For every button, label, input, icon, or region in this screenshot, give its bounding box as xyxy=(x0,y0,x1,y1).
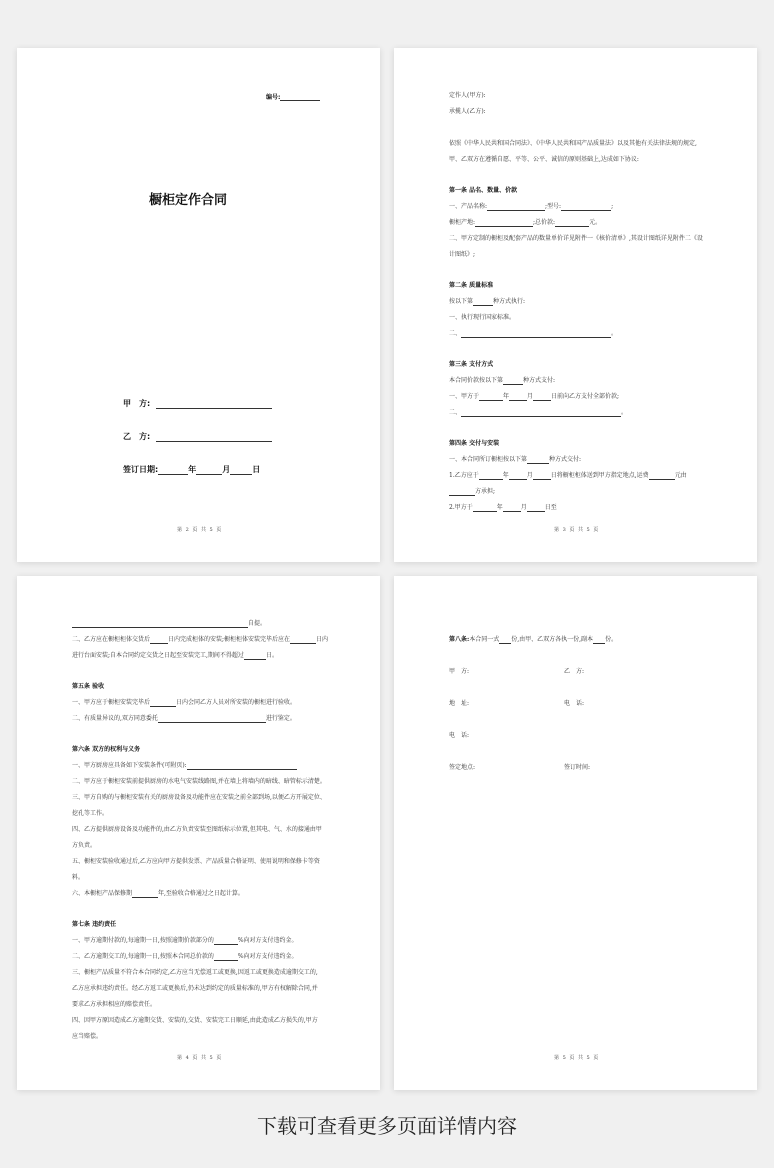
text: 年 xyxy=(502,472,509,479)
section-3-title: 第三条 支付方式 xyxy=(449,361,494,368)
text: 年 xyxy=(496,504,503,511)
rights-line-2: 二、甲方应于橱柜安装前提供厨房的水电气安装线路图,并在墙上将墙内的暗线、暗管标示清楚。 xyxy=(72,778,326,785)
text: 按以下第 xyxy=(449,298,474,305)
text: 二、乙方应在橱柜柜体交货后 xyxy=(72,636,151,643)
party-a-blank xyxy=(156,401,272,409)
blank xyxy=(244,652,266,660)
page-footer: 第 5 页 共 5 页 xyxy=(554,1055,600,1061)
liability-line-1 xyxy=(72,937,298,945)
blank xyxy=(509,472,527,480)
text: 日前向乙方支付全部价款; xyxy=(551,393,620,400)
contract-page-3 xyxy=(394,48,757,562)
blank xyxy=(158,715,266,723)
contractor-line: 承揽人(乙方): xyxy=(449,108,486,115)
text: 份,由甲、乙双方各执一份,副本 xyxy=(511,636,594,643)
blank xyxy=(503,377,523,385)
blank xyxy=(555,219,589,227)
acceptance-line-2 xyxy=(72,715,296,723)
section-2-title: 第二条 质量标准 xyxy=(449,282,494,289)
text: 进行台面安装;自本合同约定交货之日起至安装完工,期间不得超过 xyxy=(72,652,244,659)
attachment-line-2: 计图纸》; xyxy=(449,251,476,258)
text: 。 xyxy=(621,409,628,416)
text: 一、甲方应于橱柜安装完毕后 xyxy=(72,699,151,706)
blank xyxy=(527,456,549,464)
origin-line xyxy=(449,219,601,227)
rights-line-8: 料。 xyxy=(72,874,85,881)
blank xyxy=(187,762,297,770)
delivery-option-1-cont xyxy=(449,488,495,496)
rights-line-1 xyxy=(72,762,297,770)
year-label: 年 xyxy=(188,465,197,474)
text: 本合同一式 xyxy=(469,636,500,643)
text: 自提。 xyxy=(248,620,267,627)
sign-date-field xyxy=(123,464,260,475)
quality-method-line xyxy=(449,298,525,306)
text: 二、 xyxy=(449,409,462,416)
quality-option-1: 一、执行现行国家标准。 xyxy=(449,314,516,321)
product-name-line xyxy=(449,203,613,211)
attachment-line-1: 二、甲方定制的橱柜及配套产品的数量单价详见附件一《核价清单》,其设计图纸详见附件二《设 xyxy=(449,235,703,242)
text: 一、甲方厨房应具备如下安装条件(可附页): xyxy=(72,762,187,769)
year-blank xyxy=(158,467,188,475)
blank xyxy=(475,219,533,227)
delivery-option-2 xyxy=(449,504,557,512)
party-a-label: 甲 方: xyxy=(449,668,470,675)
payment-option-1 xyxy=(449,393,619,401)
text: 种方式执行: xyxy=(493,298,526,305)
liability-line-2 xyxy=(72,953,298,961)
install-line-2 xyxy=(72,652,278,660)
text: 日将橱柜柜体送到甲方指定地点,运费 xyxy=(550,472,649,479)
blank xyxy=(473,504,497,512)
day-blank xyxy=(230,467,252,475)
party-b-field xyxy=(123,431,272,442)
total-price-label: ;总价款: xyxy=(533,219,556,226)
section-1-title: 第一条 品名、数量、价款 xyxy=(449,187,518,194)
party-a-label: 甲 方: xyxy=(123,399,151,408)
section-6-title: 第六条 双方的权利与义务 xyxy=(72,746,141,753)
blank xyxy=(503,504,521,512)
client-line: 定作人(甲方): xyxy=(449,92,486,99)
intro-line-2: 甲、乙双方在遵循自愿、平等、公平、诚信的原则基础上,达成如下协议: xyxy=(449,156,639,163)
liability-line-7: 应当赔偿。 xyxy=(72,1033,103,1040)
page-footer: 第 3 页 共 5 页 xyxy=(554,527,600,533)
blank xyxy=(72,620,248,628)
delivery-method-line xyxy=(449,456,581,464)
text: 月 xyxy=(520,504,527,511)
phone-label-b: 电 话: xyxy=(564,700,585,707)
payment-option-2 xyxy=(449,409,627,417)
blank xyxy=(449,488,475,496)
sign-place-label: 签定地点: xyxy=(449,764,476,771)
self-pickup-line xyxy=(72,620,266,628)
acceptance-line-1 xyxy=(72,699,296,707)
text: 一、本合同所订橱柜按以下第 xyxy=(449,456,528,463)
section-4-title: 第四条 交付与安装 xyxy=(449,440,500,447)
day-label: 日 xyxy=(252,465,261,474)
blank xyxy=(214,937,238,945)
text: 种方式交付: xyxy=(549,456,582,463)
blank xyxy=(132,890,158,898)
blank xyxy=(479,393,503,401)
download-caption: 下载可查看更多页面详情内容 xyxy=(257,1114,517,1138)
text: 年,至验收合格通过之日起计算。 xyxy=(158,890,244,897)
party-b-blank xyxy=(156,434,272,442)
contract-page-4 xyxy=(17,576,380,1090)
blank xyxy=(649,472,675,480)
blank xyxy=(461,330,611,338)
text: 二、 xyxy=(449,330,462,337)
install-line-1 xyxy=(72,636,328,644)
blank xyxy=(214,953,238,961)
serial-number-blank xyxy=(280,93,320,101)
section-8-title: 第八条: xyxy=(449,636,470,643)
blank xyxy=(499,636,511,644)
yuan-label: 元。 xyxy=(589,219,602,226)
rights-line-6: 方负责。 xyxy=(72,842,97,849)
blank xyxy=(509,393,527,401)
text: 月 xyxy=(527,393,534,400)
serial-number-field xyxy=(266,92,320,101)
text: 份。 xyxy=(605,636,618,643)
liability-line-6: 四、因甲方原因造成乙方逾期交货、安装的,交货、安装完工日顺延,由此造成乙方损失的,甲方 xyxy=(72,1017,318,1024)
punct: ; xyxy=(611,203,614,210)
delivery-option-1 xyxy=(449,472,687,480)
liability-line-5: 要求乙方承担相应的赔偿责任。 xyxy=(72,1001,157,1008)
text: 日内会同乙方人员对所安装的橱柜进行验收。 xyxy=(176,699,297,706)
text: 1.乙方应于 xyxy=(449,472,479,479)
page-footer: 第 2 页 共 5 页 xyxy=(177,527,223,533)
blank xyxy=(150,636,168,644)
sign-time-label: 签订时间: xyxy=(564,764,591,771)
serial-number-label: 编号: xyxy=(266,94,281,101)
text: 一、甲方于 xyxy=(449,393,480,400)
warranty-line xyxy=(72,890,244,898)
text: 年 xyxy=(503,393,510,400)
party-b-label: 乙 方: xyxy=(123,432,151,441)
month-label: 月 xyxy=(222,465,231,474)
origin-label: 橱柜产地: xyxy=(449,219,476,226)
text: 种方式支付: xyxy=(523,377,556,384)
text: 日至 xyxy=(544,504,557,511)
month-blank xyxy=(196,467,222,475)
text: 月 xyxy=(526,472,533,479)
model-label: ;型号: xyxy=(545,203,562,210)
rights-line-7: 五、橱柜安装验收通过后,乙方应向甲方提供发票、产品质量合格证明、使用说明和保修卡等资 xyxy=(72,858,320,865)
liability-line-4: 乙方应承担违约责任。经乙方返工或更换后,仍未达到约定的质量标准的,甲方有权解除合同,并 xyxy=(72,985,318,992)
payment-method-line xyxy=(449,377,555,385)
contract-page-5 xyxy=(394,576,757,1090)
text: 2.甲方于 xyxy=(449,504,473,511)
text: 。 xyxy=(611,330,618,337)
contract-title: 橱柜定作合同 xyxy=(149,193,228,208)
text: 日。 xyxy=(265,652,278,659)
product-name-label: 一、产品名称: xyxy=(449,203,488,210)
rights-line-4: 挖孔等工作。 xyxy=(72,810,109,817)
blank xyxy=(593,636,605,644)
text: 本合同价款按以下第 xyxy=(449,377,504,384)
sign-date-label: 签订日期: xyxy=(123,465,159,474)
blank xyxy=(461,409,621,417)
text: 元由 xyxy=(674,472,687,479)
text: 日内 xyxy=(316,636,329,643)
quality-option-2 xyxy=(449,330,617,338)
text: %向对方支付违约金。 xyxy=(237,937,298,944)
intro-line-1: 依照《中华人民共和国合同法》、《中华人民共和国产品质量法》以及其他有关法律法规的规定, xyxy=(449,140,697,147)
text: 日内完成柜体的安装;橱柜柜体安装完毕后应在 xyxy=(168,636,291,643)
text: 一、甲方逾期付款的,每逾期一日,按照逾期价款部分的 xyxy=(72,937,214,944)
section-7-title: 第七条 违约责任 xyxy=(72,921,117,928)
liability-line-3: 三、橱柜产品质量不符合本合同约定,乙方应当无偿返工或更换,因返工或更换造成逾期交工的, xyxy=(72,969,318,976)
contract-cover-page xyxy=(17,48,380,562)
section-5-title: 第五条 验收 xyxy=(72,683,105,690)
rights-line-5: 四、乙方提供厨房设备及功能件的,由乙方负责安装至图纸标示位置,但其电、气、水的接通由甲 xyxy=(72,826,322,833)
text: 方承担; xyxy=(475,488,496,495)
blank xyxy=(533,472,551,480)
blank xyxy=(533,393,551,401)
blank xyxy=(150,699,176,707)
blank xyxy=(487,203,545,211)
rights-line-3: 三、甲方自购的与橱柜安装有关的厨房设备及功能件应在安装之前全部到场,以便乙方开展定位、 xyxy=(72,794,326,801)
text: %向对方支付违约金。 xyxy=(237,953,298,960)
blank xyxy=(527,504,545,512)
blank xyxy=(290,636,316,644)
text: 六、本橱柜产品保修期 xyxy=(72,890,133,897)
text: 进行鉴定。 xyxy=(265,715,296,722)
party-b-label: 乙 方: xyxy=(564,668,585,675)
blank xyxy=(561,203,614,211)
page-footer: 第 4 页 共 5 页 xyxy=(177,1055,223,1061)
phone-label-a: 电 话: xyxy=(449,732,470,739)
party-a-field xyxy=(123,398,272,409)
blank xyxy=(473,298,493,306)
address-label: 地 址: xyxy=(449,700,470,707)
text: 二、有质量异议的,双方同意委托 xyxy=(72,715,158,722)
text: 二、乙方逾期交工的,每逾期一日,按照本合同总价款的 xyxy=(72,953,214,960)
blank xyxy=(479,472,503,480)
section-8-line xyxy=(449,636,617,644)
